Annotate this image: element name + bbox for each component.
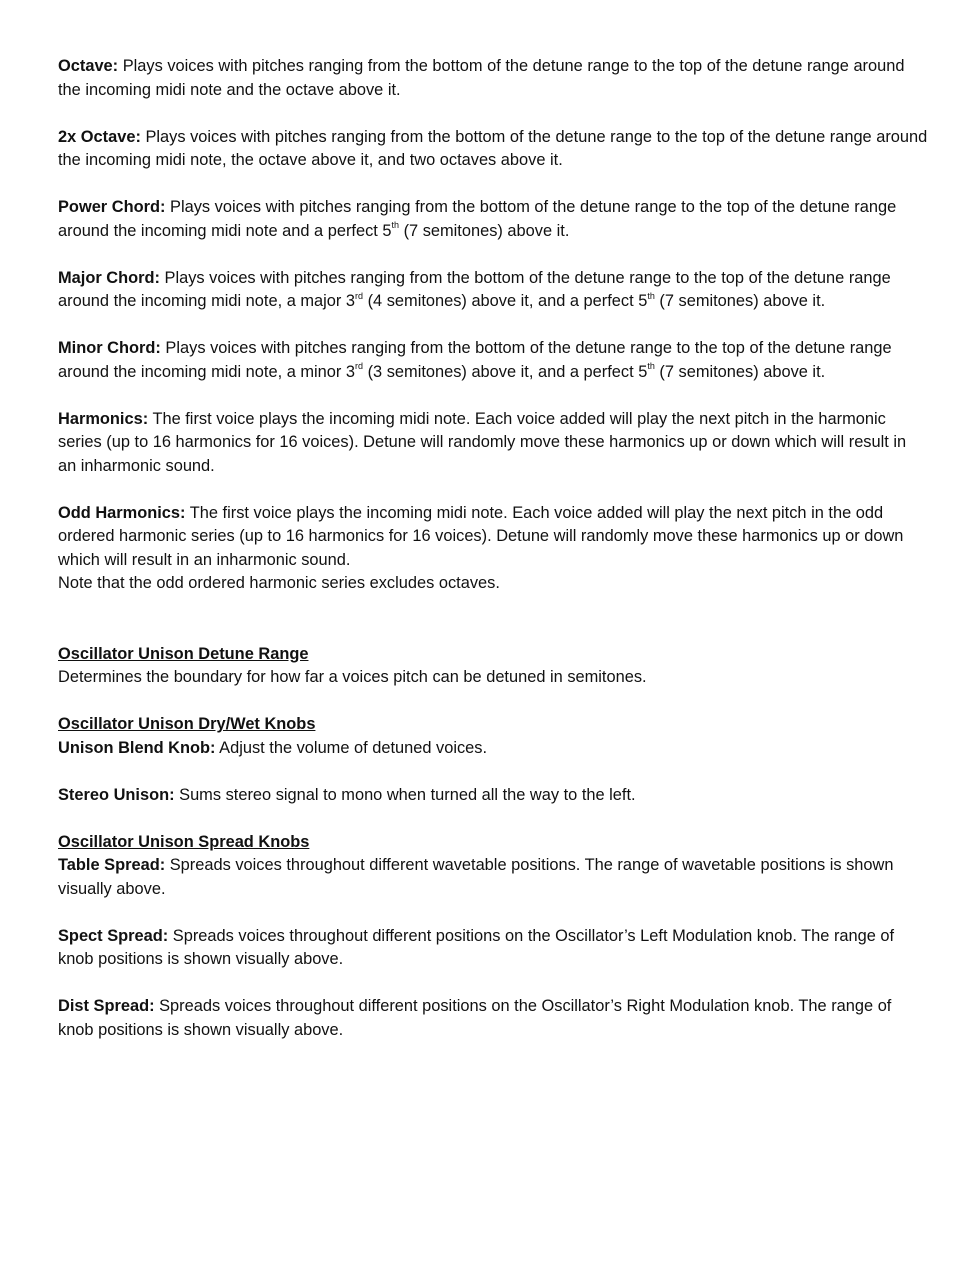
stereo-unison-paragraph (58, 784, 928, 808)
unison-blend-paragraph (58, 737, 928, 761)
odd-harmonics-term: Odd Harmonics: (58, 503, 186, 522)
octave-paragraph (58, 55, 928, 102)
minor-chord-description-end: (7 semitones) above it. (654, 362, 826, 381)
spect-spread-term: Spect Spread: (58, 926, 169, 945)
major-chord-description-mid: (4 semitones) above it, and a perfect 5 (363, 292, 648, 310)
power-chord-term: Power Chord: (58, 198, 166, 216)
minor-chord-paragraph (58, 337, 928, 384)
major-chord-description: Plays voices with pitches ranging from the bottom of the detune range to the top of the detune range around the incoming midi note, a major 3 (58, 268, 891, 310)
detune-range-description: Determines the boundary for how far a voices pitch can be detuned in semitones. (58, 668, 647, 686)
harmonics-paragraph (58, 408, 928, 479)
odd-harmonics-description: The first voice plays the incoming midi note. Each voice added will play the next pitch in the odd ordered harmonic series (up to 16 harmonics for 16 voices). Detune will randomly move these harmonics up or down which will result in an inharmonic sound. (58, 503, 904, 569)
power-chord-description: Plays voices with pitches ranging from the bottom of the detune range to the top of the detune range around the incoming midi note and a perfect 5 (58, 198, 897, 240)
spect-spread-paragraph (58, 925, 928, 972)
table-spread-paragraph (58, 854, 928, 901)
ordinal-suffix: th (391, 220, 400, 231)
table-spread-term: Table Spread: (58, 856, 166, 874)
ordinal-suffix: rd (355, 290, 364, 301)
double-octave-description: Plays voices with pitches ranging from the bottom of the detune range to the top of the detune range around the incoming midi note, the octave above it, and two octaves above it. (58, 127, 928, 169)
ordinal-suffix: th (647, 290, 655, 301)
spect-spread-description: Spreads voices throughout different positions on the Oscillator’s Left Modulation knob. The range of knob positions is shown visually above. (58, 926, 895, 968)
detune-range-heading: Oscillator Unison Detune Range (58, 644, 309, 663)
dist-spread-description: Spreads voices throughout different positions on the Oscillator’s Right Modulation knob. The range of knob positions is shown visually above. (58, 997, 892, 1039)
odd-harmonics-paragraph (58, 502, 928, 573)
power-chord-description-end: (7 semitones) above it. (399, 221, 570, 240)
document-page (58, 55, 928, 1042)
harmonics-description: The first voice plays the incoming midi note. Each voice added will play the next pitch in the harmonic series (up to 16 harmonics for 16 voices). Detune will randomly move these harmonics up or down which will result in an inharmonic sound. (58, 409, 907, 475)
major-chord-term: Major Chord: (58, 268, 160, 287)
stereo-unison-term: Stereo Unison: (58, 785, 175, 804)
dist-spread-term: Dist Spread: (58, 997, 155, 1015)
odd-harmonics-note: Note that the odd ordered harmonic series excludes octaves. (58, 574, 500, 592)
table-spread-description: Spreads voices throughout different wavetable positions. The range of wavetable positions is shown visually above. (58, 856, 894, 898)
minor-chord-description: Plays voices with pitches ranging from the bottom of the detune range to the top of the detune range around the incoming midi note, a minor 3 (58, 339, 892, 381)
dry-wet-heading: Oscillator Unison Dry/Wet Knobs (58, 715, 316, 733)
minor-chord-description-mid: (3 semitones) above it, and a perfect 5 (363, 362, 648, 381)
major-chord-paragraph (58, 267, 928, 314)
unison-blend-description: Adjust the volume of detuned voices. (215, 738, 488, 757)
ordinal-suffix: rd (355, 361, 364, 372)
stereo-unison-description: Sums stereo signal to mono when turned all the way to the left. (174, 785, 636, 804)
unison-blend-term: Unison Blend Knob: (58, 738, 216, 757)
double-octave-term: 2x Octave: (58, 127, 141, 146)
harmonics-term: Harmonics: (58, 409, 149, 428)
major-chord-description-end: (7 semitones) above it. (654, 292, 826, 310)
dist-spread-paragraph (58, 995, 928, 1042)
octave-description: Plays voices with pitches ranging from the bottom of the detune range to the top of the detune range around the incoming midi note and the octave above it. (58, 57, 905, 99)
ordinal-suffix: th (647, 361, 655, 372)
minor-chord-term: Minor Chord: (58, 339, 161, 357)
spread-heading: Oscillator Unison Spread Knobs (58, 832, 310, 851)
double-octave-paragraph (58, 126, 928, 173)
power-chord-paragraph (58, 196, 928, 243)
octave-term: Octave: (58, 57, 119, 75)
